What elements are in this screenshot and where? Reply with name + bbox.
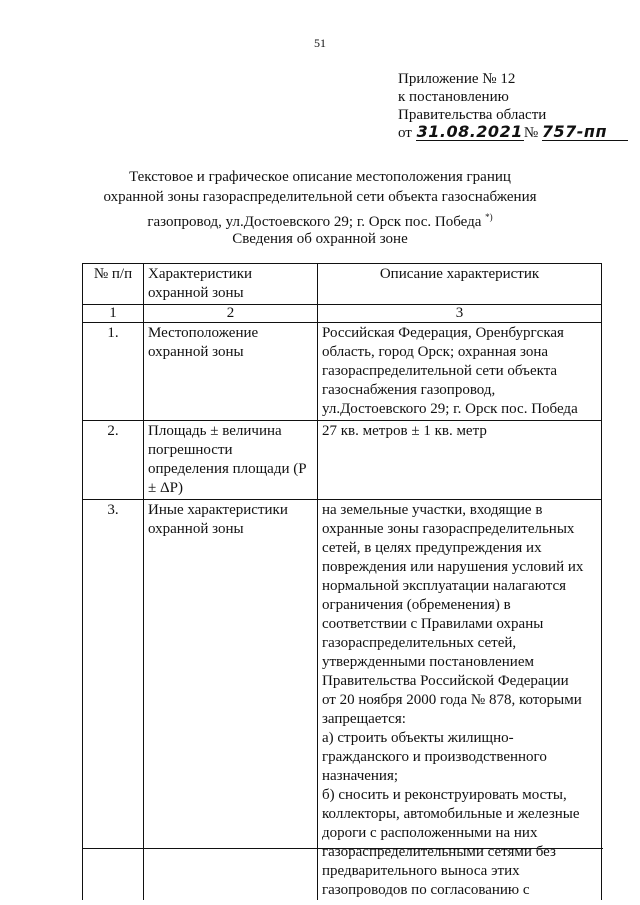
description-line: ограничения (обременения) в <box>322 597 511 613</box>
appendix-block <box>398 70 628 142</box>
description-line: запрещается: <box>322 711 406 727</box>
table-row <box>83 500 602 901</box>
description-line: Правительства Российской Федерации <box>322 673 569 689</box>
table-row <box>83 323 602 421</box>
footnote-mark: *) <box>485 212 493 222</box>
description-line: газораспределительными сетями без <box>322 844 556 860</box>
row-characteristic: Местоположение охранной зоны <box>144 323 318 421</box>
row-description <box>318 500 602 901</box>
description-line: дороги с расположенными на них <box>322 825 538 841</box>
table-header-row <box>83 264 602 305</box>
row-description: Российская Федерация, Оренбургская область, город Орск; охранная зона газораспределительной сети объекта газоснабжения газопровод, ул.Достоевского 29; г. Орск пос. Победа <box>318 323 602 421</box>
page-bottom-rule <box>82 848 603 849</box>
header-description: Описание характеристик <box>318 264 602 305</box>
description-line: охранные зоны газораспределительных <box>322 521 575 537</box>
title-line3: газопровод, ул.Достоевского 29; г. Орск пос. Победа *) <box>147 212 493 230</box>
appendix-line3: Правительства области <box>398 107 547 123</box>
description-line: гражданского и производственного <box>322 749 547 765</box>
document-title <box>0 167 640 232</box>
zone-info-table <box>82 263 602 900</box>
page-number: 51 <box>314 36 326 50</box>
description-line: утвержденными постановлением <box>322 654 534 670</box>
appendix-line1: Приложение № 12 <box>398 71 516 87</box>
title-line1: Текстовое и графическое описание местоположения границ <box>129 169 511 185</box>
description-line: нормальной эксплуатации налагаются <box>322 578 567 594</box>
appendix-line2: к постановлению <box>398 89 509 105</box>
row-num: 1. <box>83 323 144 421</box>
description-line: предварительного выноса этих <box>322 863 520 879</box>
header-num: № п/п <box>83 264 144 305</box>
description-line: повреждения или нарушения условий их <box>322 559 584 575</box>
description-line: а) строить объекты жилищно- <box>322 730 514 746</box>
table-index-row <box>83 305 602 323</box>
index-cell: 3 <box>318 305 602 323</box>
number-sign: № <box>523 125 539 141</box>
handwritten-number: 757-пп <box>542 124 628 141</box>
description-line: газораспределительных сетей, <box>322 635 517 651</box>
index-cell: 2 <box>144 305 318 323</box>
row-characteristic: Площадь ± величина погрешности определения площади (P ± ΔP) <box>144 421 318 500</box>
row-num: 2. <box>83 421 144 500</box>
appendix-from-label: от <box>398 125 412 141</box>
description-line: соответствии с Правилами охраны <box>322 616 544 632</box>
description-line: коллекторы, автомобильные и железные <box>322 806 580 822</box>
appendix-line4 <box>398 124 628 142</box>
description-line: на земельные участки, входящие в <box>322 502 543 518</box>
title-line2: охранной зоны газораспределительной сети объекта газоснабжения <box>103 189 537 205</box>
header-characteristic: Характеристики охранной зоны <box>144 264 318 305</box>
description-line: назначения; <box>322 768 399 784</box>
description-line: сетей, в целях предупреждения их <box>322 540 542 556</box>
row-description: 27 кв. метров ± 1 кв. метр <box>318 421 602 500</box>
section-subtitle: Сведения об охранной зоне <box>232 231 408 247</box>
table-row <box>83 421 602 500</box>
row-num: 3. <box>83 500 144 901</box>
description-line: от 20 ноября 2000 года № 878, которыми <box>322 692 582 708</box>
description-line: газопроводов по согласованию с <box>322 882 530 898</box>
index-cell: 1 <box>83 305 144 323</box>
handwritten-date: 31.08.2021 <box>416 122 523 141</box>
description-line: б) сносить и реконструировать мосты, <box>322 787 567 803</box>
row-characteristic: Иные характеристики охранной зоны <box>144 500 318 901</box>
